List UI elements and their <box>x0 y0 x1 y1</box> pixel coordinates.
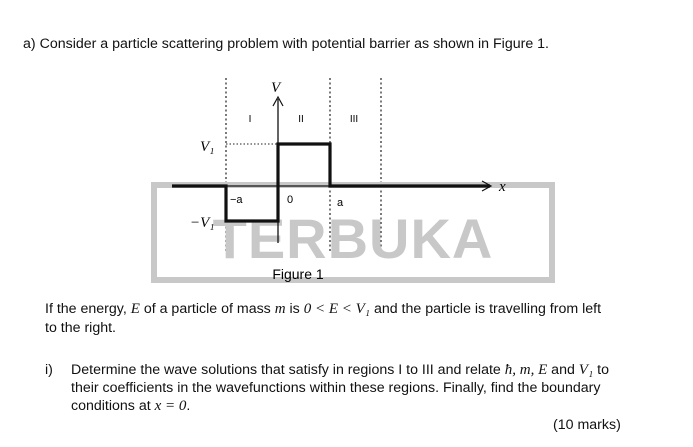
subquestion-line1: Determine the wave solutions that satisfy in regions I to III and relate ħ, m, E and V₁ to <box>71 362 609 378</box>
x-axis-label: x <box>499 179 506 195</box>
energy-statement-line1: If the energy, E of a particle of mass m is 0 < E < V₁ and the particle is travelling from left <box>45 301 602 317</box>
intro-text: Consider a particle scattering problem with potential barrier as shown in Figure 1. <box>39 36 549 52</box>
v1-label: V₁ <box>200 139 215 155</box>
watermark: TERBUKA <box>212 207 494 270</box>
y-axis-label: V <box>271 80 281 96</box>
region-label-2: II <box>298 114 304 125</box>
energy-range: 0 < E < V₁ <box>303 301 370 317</box>
neg-v1-label: −V₁ <box>190 215 215 231</box>
marks-label: (10 marks) <box>553 417 621 433</box>
region-label-1: I <box>248 114 252 125</box>
symbols-hbar-m-e: ħ, m, E <box>504 362 548 378</box>
symbol-mass: m <box>274 301 286 317</box>
subquestion-line3: conditions at x = 0. <box>71 398 191 414</box>
region-label-3: III <box>349 114 359 125</box>
figure-caption: Figure 1 <box>272 266 324 282</box>
symbol-energy: E <box>130 301 140 317</box>
tick-neg-a: −a <box>230 194 243 206</box>
energy-statement-line2: to the right. <box>45 320 116 336</box>
boundary-condition: x = 0 <box>154 398 187 414</box>
subquestion-line2: their coefficients in the wavefunctions within these regions. Finally, find the boundary <box>71 380 601 396</box>
subquestion-label: i) <box>45 362 53 378</box>
tick-zero: 0 <box>287 194 294 206</box>
part-label: a) <box>23 36 36 52</box>
symbol-v1: V₁ <box>578 362 594 378</box>
tick-a: a <box>337 197 344 209</box>
